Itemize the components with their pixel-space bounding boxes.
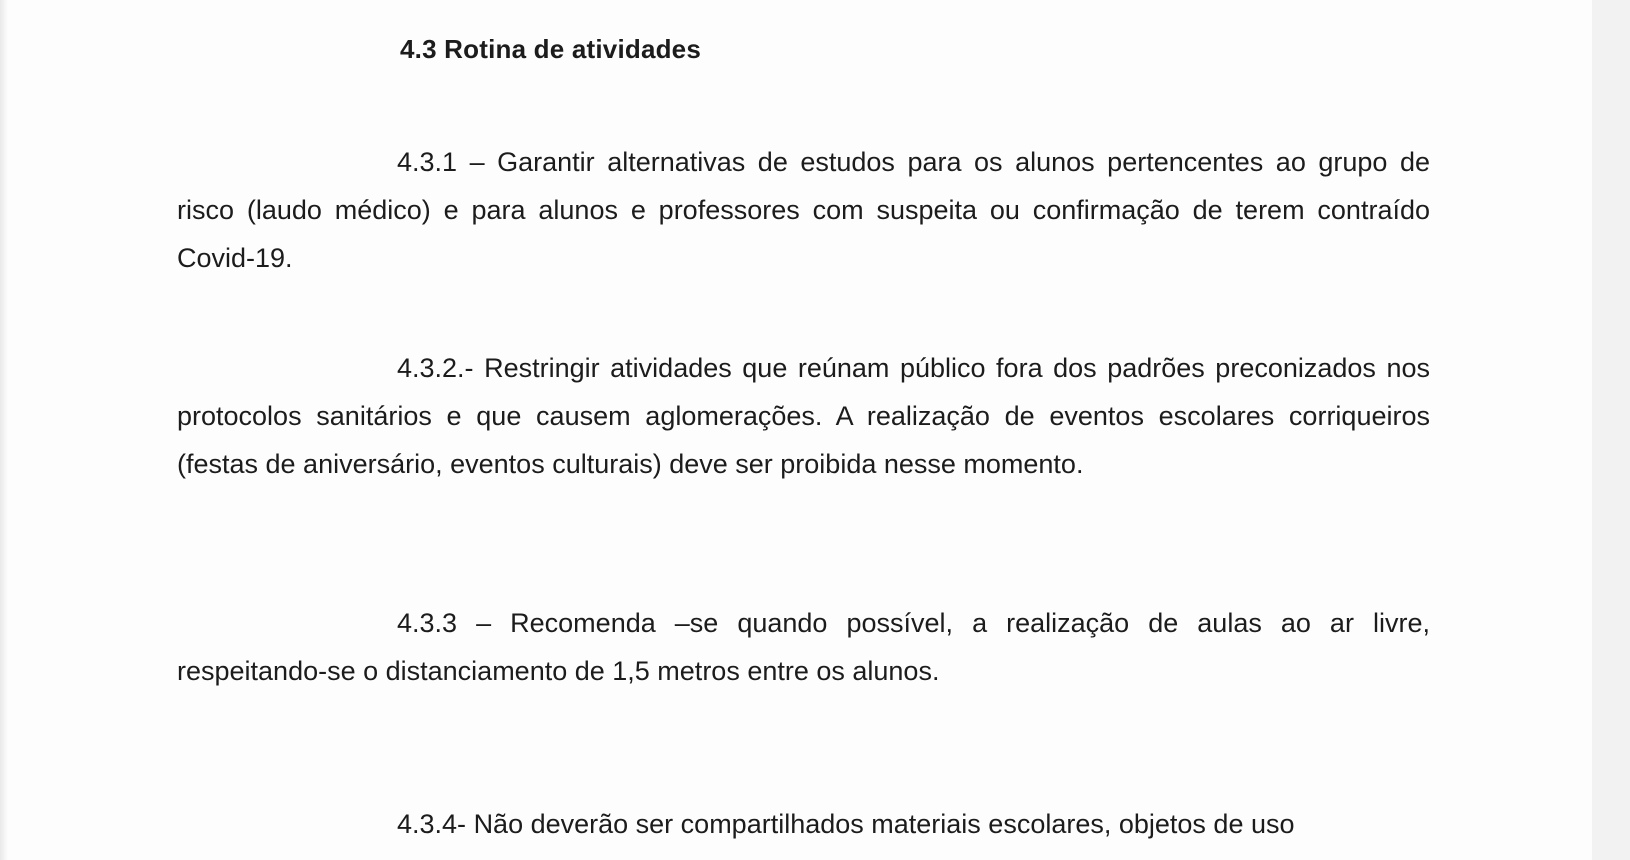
paragraph-4-3-1 xyxy=(177,138,1430,282)
paragraph-text: Garantir alternativas de estudos para os alunos pertencentes ao grupo de risco (laudo médico) e para alunos e professores com suspeita ou confirmação de terem contraído Covid-19. xyxy=(177,147,1430,273)
scan-right-margin xyxy=(1592,0,1630,860)
paragraph-4-3-4 xyxy=(177,800,1430,848)
paragraph-number: 4.3.2.- xyxy=(397,353,474,383)
paragraph-4-3-2 xyxy=(177,344,1430,488)
paragraph-text: Recomenda –se quando possível, a realização de aulas ao ar livre, respeitando-se o distanciamento de 1,5 metros entre os alunos. xyxy=(177,608,1430,686)
paragraph-text: Não deverão ser compartilhados materiais escolares, objetos de uso xyxy=(473,809,1295,839)
paragraph-4-3-3 xyxy=(177,599,1430,695)
paragraph-text: Restringir atividades que reúnam público fora dos padrões preconizados nos protocolos sanitários e que causem aglomerações. A realização de eventos escolares corriqueiros (festas de aniversário, eventos culturais) deve ser proibida nesse momento. xyxy=(177,353,1430,479)
paragraph-number: 4.3.4- xyxy=(397,809,467,839)
scan-left-edge xyxy=(0,0,8,860)
paragraph-number: 4.3.3 – xyxy=(397,608,492,638)
paragraph-number: 4.3.1 – xyxy=(397,147,485,177)
section-heading: 4.3 Rotina de atividades xyxy=(400,34,702,64)
